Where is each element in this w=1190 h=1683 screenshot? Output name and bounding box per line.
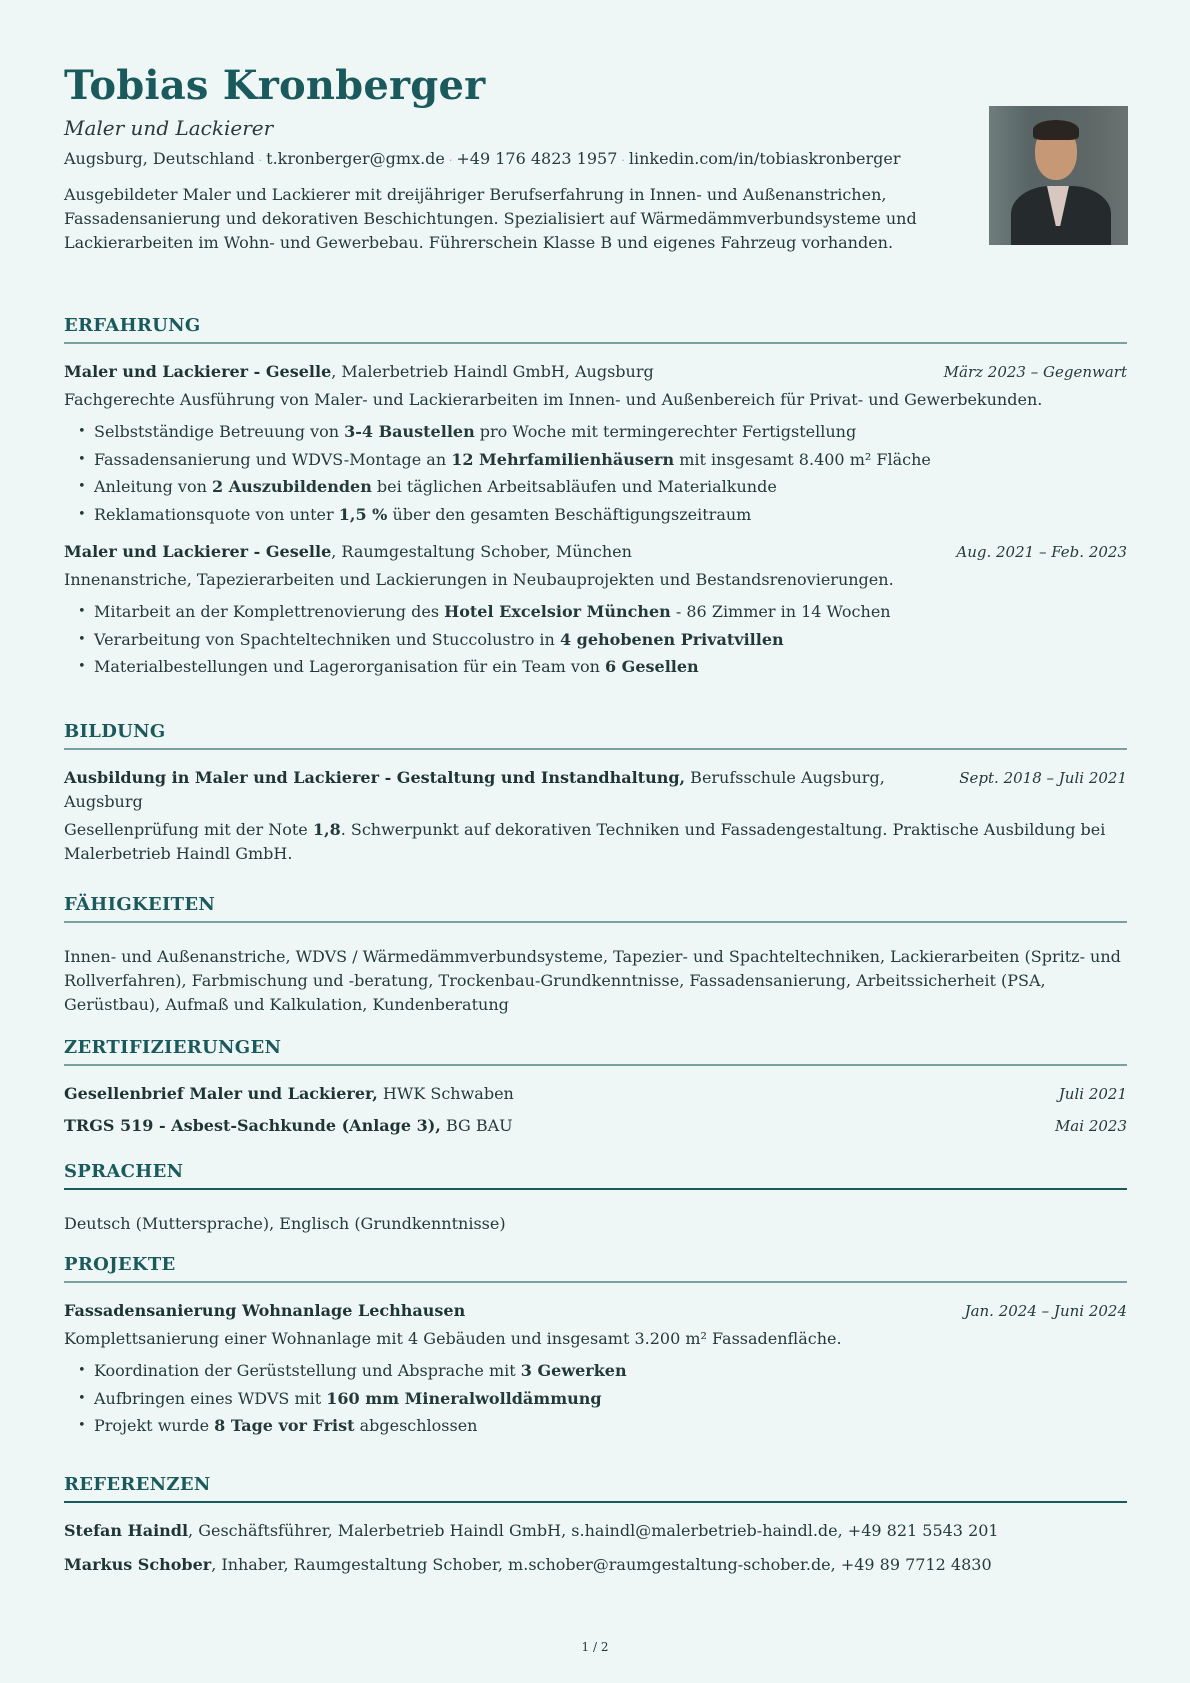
- section-references: [64, 1474, 1127, 1577]
- divider: [64, 921, 1127, 923]
- section-certifications: [64, 1037, 1127, 1138]
- job-company: , Raumgestaltung Schober, München: [331, 542, 632, 561]
- section-heading: BILDUNG: [64, 721, 166, 742]
- reference-item: Markus Schober, Inhaber, Raumgestaltung Schober, m.schober@raumgestaltung-schober.de, +49 89 7712 4830: [64, 1555, 992, 1574]
- skills-text: Innen- und Außenanstriche, WDVS / Wärmedämmverbundsysteme, Tapezier- und Spachteltechniken, Lackierarbeiten (Spritz- und Rollverfahren), Farbmischung und -beratung, Trockenbau-Grundkenntnisse, Fassadensanierung, Arbeitssicherheit (PSA, Gerüstbau), Aufmaß und Kalkulation, Kundenberatung: [64, 947, 1121, 1014]
- candidate-name: Tobias Kronberger: [64, 62, 486, 109]
- profile-photo: [989, 106, 1128, 245]
- list-item: • Mitarbeit an der Komplettrenovierung des Hotel Excelsior München - 86 Zimmer in 14 Wochen: [78, 598, 1127, 626]
- list-item: • Reklamationsquote von unter 1,5 % über den gesamten Beschäftigungszeitraum: [78, 501, 1127, 529]
- reference-item: Stefan Haindl, Geschäftsführer, Malerbetrieb Haindl GmbH, s.haindl@malerbetrieb-haindl.de, +49 821 5543 201: [64, 1521, 999, 1540]
- page-number: 1 / 2: [581, 1640, 609, 1654]
- project-entry-header: [64, 1299, 1127, 1323]
- certification-date: Juli 2021: [1058, 1085, 1127, 1103]
- job-role: Maler und Lackierer - Geselle: [64, 542, 332, 561]
- separator: ·: [448, 154, 453, 167]
- photo-hair: [1033, 120, 1079, 140]
- job-bullets: [64, 418, 1127, 528]
- section-heading: ERFAHRUNG: [64, 315, 201, 336]
- location: Augsburg, Deutschland: [64, 149, 255, 168]
- school: Berufsschule Augsburg, Augsburg: [64, 768, 885, 811]
- section-heading: PROJEKTE: [64, 1254, 176, 1275]
- divider: [64, 1188, 1127, 1190]
- job-company: , Malerbetrieb Haindl GmbH, Augsburg: [331, 362, 654, 381]
- list-item: • Aufbringen eines WDVS mit 160 mm Mineralwolldämmung: [78, 1385, 1127, 1413]
- education-description: Gesellenprüfung mit der Note 1,8. Schwerpunkt auf dekorativen Techniken und Fassadengestaltung. Praktische Ausbildung bei Malerbetrieb Haindl GmbH.: [64, 820, 1106, 863]
- certification-item: TRGS 519 - Asbest-Sachkunde (Anlage 3), BG BAU Mai 2023: [64, 1114, 1127, 1138]
- list-item: • Fassadensanierung und WDVS-Montage an 12 Mehrfamilienhäusern mit insgesamt 8.400 m² Fläche: [78, 446, 1127, 474]
- job-title: Maler und Lackierer: [64, 116, 274, 140]
- project-name: Fassadensanierung Wohnanlage Lechhausen: [64, 1301, 466, 1320]
- linkedin-link[interactable]: linkedin.com/in/tobiaskronberger: [628, 149, 901, 168]
- job-date: März 2023 – Gegenwart: [943, 363, 1127, 381]
- summary: Ausgebildeter Maler und Lackierer mit dreijähriger Berufserfahrung in Innen- und Außenanstrichen, Fassadensanierung und dekorativen Beschichtungen. Spezialisiert auf Wärmedämmverbundsysteme und Lackierarbeiten im Wohn- und Gewerbebau. Führerschein Klasse B und eigenes Fahrzeug vorhanden.: [64, 185, 917, 252]
- contact-line: [64, 149, 900, 168]
- education-date: Sept. 2018 – Juli 2021: [959, 769, 1127, 787]
- divider: [64, 1501, 1127, 1503]
- languages-text: Deutsch (Muttersprache), Englisch (Grundkenntnisse): [64, 1214, 506, 1233]
- section-projects: [64, 1254, 1127, 1440]
- section-heading: FÄHIGKEITEN: [64, 894, 216, 915]
- list-item: • Verarbeitung von Spachteltechniken und Stuccolustro in 4 gehobenen Privatvillen: [78, 626, 1127, 654]
- degree: Ausbildung in Maler und Lackierer - Gestaltung und Instandhaltung,: [64, 768, 686, 787]
- separator: ·: [258, 154, 263, 167]
- job-date: Aug. 2021 – Feb. 2023: [956, 543, 1127, 561]
- job-entry-header: [64, 540, 1127, 564]
- job-description: Fachgerechte Ausführung von Maler- und Lackierarbeiten im Innen- und Außenbereich für Privat- und Gewerbekunden.: [64, 390, 1043, 409]
- divider: [64, 1064, 1127, 1066]
- section-heading: ZERTIFIZIERUNGEN: [64, 1037, 282, 1058]
- list-item: • Selbstständige Betreuung von 3-4 Baustellen pro Woche mit termingerechter Fertigstellung: [78, 418, 1127, 446]
- divider: [64, 748, 1127, 750]
- project-description: Komplettsanierung einer Wohnanlage mit 4 Gebäuden und insgesamt 3.200 m² Fassadenfläche.: [64, 1329, 842, 1348]
- section-heading: SPRACHEN: [64, 1161, 184, 1182]
- divider: [64, 342, 1127, 344]
- education-entry-header: [64, 766, 924, 814]
- job-role: Maler und Lackierer - Geselle: [64, 362, 332, 381]
- section-languages: [64, 1161, 1127, 1236]
- section-education: [64, 721, 1127, 866]
- list-item: • Anleitung von 2 Auszubildenden bei täglichen Arbeitsabläufen und Materialkunde: [78, 473, 1127, 501]
- divider: [64, 1281, 1127, 1283]
- project-date: Jan. 2024 – Juni 2024: [964, 1302, 1127, 1320]
- list-item: • Materialbestellungen und Lagerorganisation für ein Team von 6 Gesellen: [78, 653, 1127, 681]
- section-skills: [64, 894, 1127, 1017]
- separator: ·: [621, 154, 625, 167]
- project-bullets: [64, 1357, 1127, 1440]
- certification-item: Gesellenbrief Maler und Lackierer, HWK Schwaben Juli 2021: [64, 1082, 1127, 1106]
- list-item: • Koordination der Gerüststellung und Absprache mit 3 Gewerken: [78, 1357, 1127, 1385]
- certification-date: Mai 2023: [1054, 1117, 1127, 1135]
- section-heading: REFERENZEN: [64, 1474, 211, 1495]
- job-entry-header: [64, 360, 1127, 384]
- email-link[interactable]: t.kronberger@gmx.de: [266, 149, 445, 168]
- phone: +49 176 4823 1957: [456, 149, 618, 168]
- list-item: • Projekt wurde 8 Tage vor Frist abgeschlossen: [78, 1412, 1127, 1440]
- job-bullets: [64, 598, 1127, 681]
- section-experience: [64, 315, 1127, 681]
- job-description: Innenanstriche, Tapezierarbeiten und Lackierungen in Neubauprojekten und Bestandsrenovierungen.: [64, 570, 894, 589]
